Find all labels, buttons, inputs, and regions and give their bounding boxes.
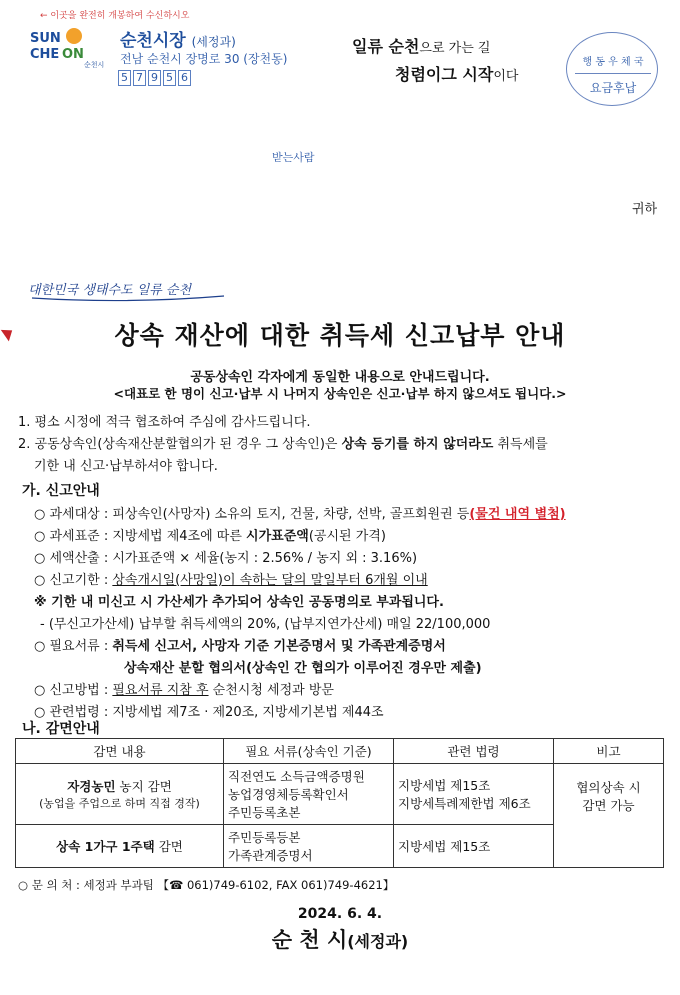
paragraph-2-prefix: 2. 공동상속인(상속재산분할협의가 된 경우 그 상속인)은 <box>18 437 342 452</box>
paragraph-2-bold: 상속 등기를 하지 않더라도 <box>341 437 494 452</box>
open-instruction: ← 이곳을 완전히 개봉하여 수신하시오 <box>40 11 190 21</box>
stamp-divider <box>575 73 651 74</box>
zip-digit: 9 <box>148 70 161 86</box>
svg-text:순천시: 순천시 <box>84 61 105 69</box>
slogan-line-2 <box>395 62 518 85</box>
stamp-post-office: 행 동 우 체 국 <box>582 57 644 68</box>
zip-digit: 7 <box>133 70 146 86</box>
zip-digit: 5 <box>118 70 131 86</box>
svg-text:SUN: SUN <box>30 31 61 46</box>
item-required-docs-prefix: ○ 필요서류 : <box>34 639 113 654</box>
campaign-slogan-logo <box>28 268 238 304</box>
postage-paid-stamp <box>566 32 658 106</box>
item-report-method-suffix: 순천시청 세정과 방문 <box>208 683 334 698</box>
row1-content-sub: (농업을 주업으로 하며 직접 경작) <box>39 797 200 810</box>
slogan-line-2-bold: 청렴이그 시작 <box>395 65 494 84</box>
item-tax-base-bold: 시가표준액 <box>246 529 309 544</box>
suncheon-logo <box>28 22 112 70</box>
issuing-organization-dept: (세정과) <box>347 932 409 951</box>
sender-name <box>120 26 236 51</box>
row1-note: 감면 가능 <box>582 798 635 813</box>
item-tax-base-prefix: ○ 과세표준 : 지방세법 제4조에 따른 <box>34 529 247 544</box>
row1-content-rest: 농지 감면 <box>115 779 172 794</box>
table-header-cell: 관련 법령 <box>394 739 554 764</box>
issue-date: 2024. 6. 4. <box>297 906 383 922</box>
penalty-notice: ※ 기한 내 미신고 시 가산세가 추가되어 상속인 공동명의로 부과됩니다. <box>34 595 444 610</box>
zip-digit: 6 <box>178 70 191 86</box>
slogan-line-1-rest: 으로 가는 길 <box>419 41 491 56</box>
row1-note: 협의상속 시 <box>576 780 641 795</box>
row2-law: 지방세법 제15조 <box>398 839 491 854</box>
campaign-slogan-text: 대한민국 생태수도 일류 순천 <box>28 283 192 298</box>
table-cell-content <box>16 825 224 868</box>
issuing-organization <box>0 924 680 954</box>
table-cell-note <box>554 764 664 868</box>
sender-name-text: 순천시장 <box>120 31 186 51</box>
row1-doc: 농업경영체등록확인서 <box>228 787 349 802</box>
section-heading-report: 가. 신고안내 <box>22 483 100 499</box>
stamp-postage-text: 요금후납 <box>589 81 637 95</box>
row1-law: 지방세특례제한법 제6조 <box>398 796 531 811</box>
table-row <box>16 764 664 825</box>
honorific: 귀하 <box>632 202 658 217</box>
paragraph-1: 1. 평소 시정에 적극 협조하여 주심에 감사드립니다. <box>18 415 311 430</box>
svg-text:ON: ON <box>62 47 84 62</box>
table-header-row <box>16 739 664 764</box>
svg-text:CHE: CHE <box>30 47 60 62</box>
item-tax-base-suffix: (공시된 가격) <box>308 529 386 544</box>
section-heading-reduction: 나. 감면안내 <box>22 721 100 737</box>
penalty-detail: - (무신고가산세) 납부할 취득세액의 20%, (납부지연가산세) 매일 22/100,000 <box>40 617 491 632</box>
item-report-method-prefix: ○ 신고방법 : <box>34 683 113 698</box>
table-header-docs: 필요 서류(상속인 기준) <box>245 744 372 759</box>
item-tax-target <box>34 503 566 522</box>
item-report-method <box>34 679 334 698</box>
slogan-line-2-rest: 이다 <box>493 69 519 84</box>
reduction-table <box>15 738 664 868</box>
paragraph-2-line-2: 기한 내 신고·납부하셔야 합니다. <box>34 459 218 474</box>
item-deadline <box>34 569 428 588</box>
sun-logo-shape <box>66 28 82 44</box>
item-related-law: ○ 관련법령 : 지방세법 제7조 · 제20조, 지방세기본법 제44조 <box>34 705 384 720</box>
table-header-cell: 감면 내용 <box>16 739 224 764</box>
row1-doc: 주민등록초본 <box>228 805 301 820</box>
item-tax-calculation: ○ 세액산출 : 시가표준액 × 세율(농지 : 2.56% / 농지 외 : 3.16%) <box>34 551 418 566</box>
table-cell-docs <box>224 825 394 868</box>
item-tax-base <box>34 525 386 544</box>
zip-code <box>118 70 191 86</box>
recipient-label: 받는사람 <box>272 151 315 164</box>
slogan-line-1-bold: 일류 순천 <box>352 37 420 56</box>
row2-content-bold: 상속 1가구 1주택 <box>56 839 155 854</box>
paragraph-2 <box>18 433 548 452</box>
row2-doc: 주민등록등본 <box>228 830 301 845</box>
row1-law: 지방세법 제15조 <box>398 778 491 793</box>
item-required-docs-line-2: 상속재산 분할 협의서(상속인 간 협의가 이루어진 경우만 제출) <box>124 661 482 676</box>
issuing-organization-name: 순 천 시 <box>271 928 348 952</box>
item-deadline-period: 상속개시일(사망일)이 속하는 달의 말일부터 6개월 이내 <box>112 573 428 588</box>
item-report-method-underline: 필요서류 지참 후 <box>112 683 209 698</box>
table-header-cell <box>224 739 394 764</box>
table-cell-content <box>16 764 224 825</box>
item-tax-target-attachment: (물건 내역 별첨) <box>469 507 566 522</box>
row2-content-rest: 감면 <box>154 839 183 854</box>
intro-line-2: <대표로 한 명이 신고·납부 시 나머지 상속인은 신고·납부 하지 않으셔도 됩니다.> <box>113 386 567 401</box>
table-cell-law <box>394 825 554 868</box>
table-header-cell: 비고 <box>554 739 664 764</box>
item-deadline-prefix: ○ 신고기한 : <box>34 573 113 588</box>
document-title: 상속 재산에 대한 취득세 신고납부 안내 <box>114 321 566 350</box>
item-required-docs-list: 취득세 신고서, 사망자 기준 기본증명서 및 가족관계증명서 <box>112 639 446 654</box>
sender-dept: (세정과) <box>191 35 236 49</box>
slogan-line-1 <box>352 34 490 57</box>
paragraph-2-suffix: 취득세를 <box>493 437 548 452</box>
row2-doc: 가족관계증명서 <box>228 848 313 863</box>
table-cell-docs <box>224 764 394 825</box>
item-tax-target-text: ○ 과세대상 : 피상속인(사망자) 소유의 토지, 건물, 차량, 선박, 골프회원권 등 <box>34 507 470 522</box>
sender-address: 전남 순천시 장명로 30 (장천동) <box>120 52 288 66</box>
table-cell-law <box>394 764 554 825</box>
item-required-docs <box>34 635 446 654</box>
inquiry-contact: ○ 문 의 처 : 세정과 부과팀 【☎ 061)749-6102, FAX 061)749-4621】 <box>18 878 395 892</box>
row1-doc: 직전연도 소득금액증명원 <box>228 769 365 784</box>
intro-line-1: 공동상속인 각자에게 동일한 내용으로 안내드립니다. <box>190 370 490 385</box>
zip-digit: 5 <box>163 70 176 86</box>
row1-content-bold: 자경농민 <box>67 779 116 794</box>
